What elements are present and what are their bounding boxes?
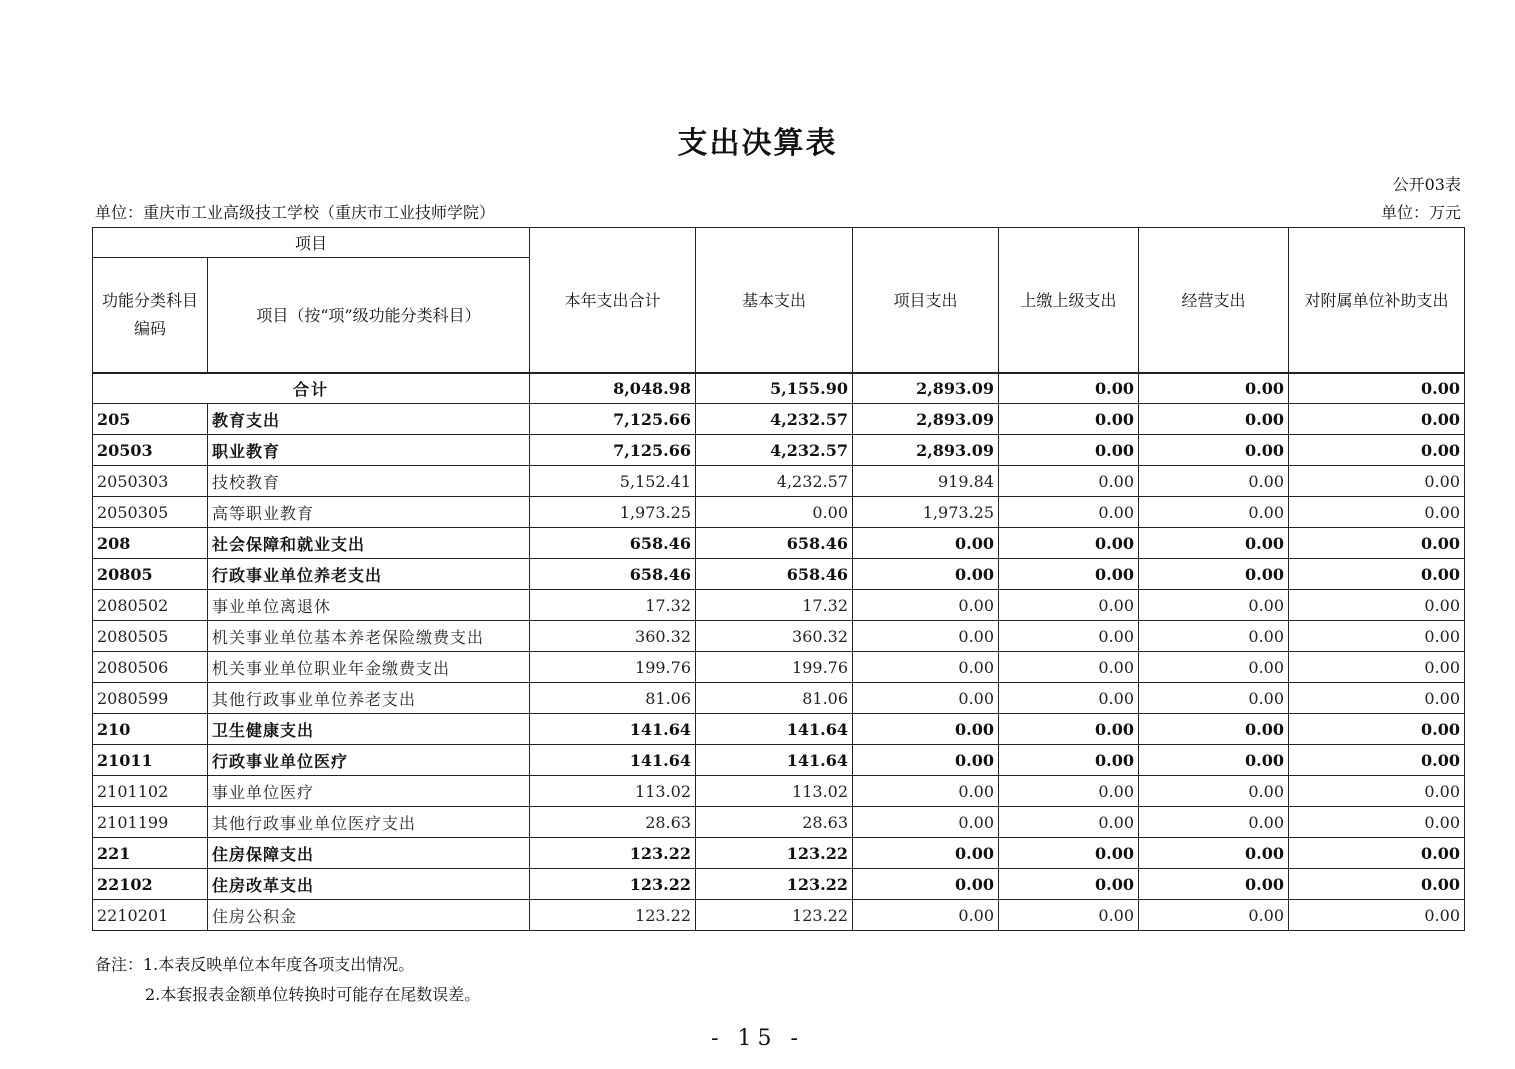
subsidy-cell: 0.00 <box>1289 900 1465 931</box>
notes <box>95 950 480 1010</box>
basic-cell: 81.06 <box>696 683 853 714</box>
basic-cell: 0.00 <box>696 497 853 528</box>
total-cell: 113.02 <box>530 776 696 807</box>
table-row <box>93 590 1465 621</box>
operating-cell: 0.00 <box>1139 807 1289 838</box>
name-cell: 事业单位医疗 <box>208 776 530 807</box>
upper-cell: 0.00 <box>999 683 1139 714</box>
total-cell: 141.64 <box>530 714 696 745</box>
table-row <box>93 714 1465 745</box>
total-cell: 658.46 <box>530 559 696 590</box>
code-cell: 210 <box>93 714 208 745</box>
table-row <box>93 404 1465 435</box>
upper-cell: 0.00 <box>999 652 1139 683</box>
basic-cell: 123.22 <box>696 869 853 900</box>
code-cell: 2210201 <box>93 900 208 931</box>
name-cell: 行政事业单位医疗 <box>208 745 530 776</box>
header-code: 功能分类科目编码 <box>93 258 208 373</box>
basic-cell: 141.64 <box>696 745 853 776</box>
operating-cell: 0.00 <box>1139 869 1289 900</box>
upper-cell: 0.00 <box>999 776 1139 807</box>
form-code: 公开03表 <box>1392 175 1461 194</box>
code-cell: 20805 <box>93 559 208 590</box>
upper-cell: 0.00 <box>999 466 1139 497</box>
subsidy-cell: 0.00 <box>1289 714 1465 745</box>
code-cell: 2080599 <box>93 683 208 714</box>
subsidy-cell: 0.00 <box>1289 497 1465 528</box>
header-upper-payment: 上缴上级支出 <box>999 228 1139 373</box>
total-cell: 81.06 <box>530 683 696 714</box>
total-cell: 123.22 <box>530 900 696 931</box>
name-cell: 住房保障支出 <box>208 838 530 869</box>
subsidy-cell: 0.00 <box>1289 776 1465 807</box>
name-cell: 行政事业单位养老支出 <box>208 559 530 590</box>
project-cell: 0.00 <box>853 683 999 714</box>
header-operating: 经营支出 <box>1139 228 1289 373</box>
upper-cell: 0.00 <box>999 528 1139 559</box>
subsidy-cell: 0.00 <box>1289 745 1465 776</box>
currency-unit: 单位：万元 <box>1380 203 1461 222</box>
project-cell: 0.00 <box>853 652 999 683</box>
table-row <box>93 435 1465 466</box>
basic-cell: 199.76 <box>696 652 853 683</box>
subsidy-cell: 0.00 <box>1289 373 1465 404</box>
basic-cell: 123.22 <box>696 900 853 931</box>
table-row <box>93 528 1465 559</box>
project-cell: 919.84 <box>853 466 999 497</box>
project-cell: 2,893.09 <box>853 404 999 435</box>
operating-cell: 0.00 <box>1139 466 1289 497</box>
project-cell: 0.00 <box>853 714 999 745</box>
operating-cell: 0.00 <box>1139 559 1289 590</box>
code-cell: 2080505 <box>93 621 208 652</box>
subsidy-cell: 0.00 <box>1289 652 1465 683</box>
upper-cell: 0.00 <box>999 745 1139 776</box>
basic-cell: 141.64 <box>696 714 853 745</box>
code-cell: 2050305 <box>93 497 208 528</box>
total-cell: 1,973.25 <box>530 497 696 528</box>
subsidy-cell: 0.00 <box>1289 404 1465 435</box>
table-row <box>93 497 1465 528</box>
name-cell: 住房改革支出 <box>208 869 530 900</box>
operating-cell: 0.00 <box>1139 621 1289 652</box>
header-basic: 基本支出 <box>696 228 853 373</box>
note-1: 备注：1.本表反映单位本年度各项支出情况。 <box>95 955 415 974</box>
operating-cell: 0.00 <box>1139 528 1289 559</box>
upper-cell: 0.00 <box>999 838 1139 869</box>
total-cell: 360.32 <box>530 621 696 652</box>
basic-cell: 4,232.57 <box>696 466 853 497</box>
operating-cell: 0.00 <box>1139 590 1289 621</box>
project-cell: 0.00 <box>853 590 999 621</box>
code-cell: 2080502 <box>93 590 208 621</box>
name-cell: 机关事业单位基本养老保险缴费支出 <box>208 621 530 652</box>
name-cell: 教育支出 <box>208 404 530 435</box>
upper-cell: 0.00 <box>999 435 1139 466</box>
code-cell: 2101199 <box>93 807 208 838</box>
operating-cell: 0.00 <box>1139 435 1289 466</box>
basic-cell: 360.32 <box>696 621 853 652</box>
operating-cell: 0.00 <box>1139 683 1289 714</box>
header-subsidy: 对附属单位补助支出 <box>1289 228 1465 373</box>
upper-cell: 0.00 <box>999 900 1139 931</box>
name-cell: 技校教育 <box>208 466 530 497</box>
total-cell: 658.46 <box>530 528 696 559</box>
upper-cell: 0.00 <box>999 869 1139 900</box>
basic-cell: 5,155.90 <box>696 373 853 404</box>
subsidy-cell: 0.00 <box>1289 435 1465 466</box>
basic-cell: 658.46 <box>696 528 853 559</box>
name-cell: 其他行政事业单位养老支出 <box>208 683 530 714</box>
name-cell: 事业单位离退休 <box>208 590 530 621</box>
project-cell: 0.00 <box>853 807 999 838</box>
subsidy-cell: 0.00 <box>1289 559 1465 590</box>
operating-cell: 0.00 <box>1139 497 1289 528</box>
operating-cell: 0.00 <box>1139 714 1289 745</box>
table-row <box>93 652 1465 683</box>
project-cell: 0.00 <box>853 528 999 559</box>
basic-cell: 28.63 <box>696 807 853 838</box>
upper-cell: 0.00 <box>999 714 1139 745</box>
table-row <box>93 621 1465 652</box>
total-cell: 199.76 <box>530 652 696 683</box>
page-title: 支出决算表 <box>677 126 838 161</box>
subsidy-cell: 0.00 <box>1289 807 1465 838</box>
subsidy-cell: 0.00 <box>1289 621 1465 652</box>
name-cell: 职业教育 <box>208 435 530 466</box>
name-cell: 社会保障和就业支出 <box>208 528 530 559</box>
upper-cell: 0.00 <box>999 807 1139 838</box>
total-cell: 8,048.98 <box>530 373 696 404</box>
code-cell: 208 <box>93 528 208 559</box>
upper-cell: 0.00 <box>999 621 1139 652</box>
total-cell: 123.22 <box>530 869 696 900</box>
table-row <box>93 559 1465 590</box>
total-cell: 7,125.66 <box>530 404 696 435</box>
subsidy-cell: 0.00 <box>1289 869 1465 900</box>
operating-cell: 0.00 <box>1139 652 1289 683</box>
table-row <box>93 900 1465 931</box>
subsidy-cell: 0.00 <box>1289 590 1465 621</box>
subsidy-cell: 0.00 <box>1289 683 1465 714</box>
total-cell: 17.32 <box>530 590 696 621</box>
name-cell: 机关事业单位职业年金缴费支出 <box>208 652 530 683</box>
header-project-expenditure: 项目支出 <box>853 228 999 373</box>
upper-cell: 0.00 <box>999 404 1139 435</box>
project-cell: 2,893.09 <box>853 435 999 466</box>
operating-cell: 0.00 <box>1139 404 1289 435</box>
operating-cell: 0.00 <box>1139 838 1289 869</box>
project-cell: 1,973.25 <box>853 497 999 528</box>
project-cell: 0.00 <box>853 900 999 931</box>
reporting-unit: 单位：重庆市工业高级技工学校（重庆市工业技师学院） <box>95 203 496 222</box>
operating-cell: 0.00 <box>1139 373 1289 404</box>
total-row <box>93 373 1465 404</box>
code-cell: 2080506 <box>93 652 208 683</box>
operating-cell: 0.00 <box>1139 745 1289 776</box>
project-cell: 0.00 <box>853 745 999 776</box>
table-row <box>93 466 1465 497</box>
project-cell: 2,893.09 <box>853 373 999 404</box>
code-cell: 221 <box>93 838 208 869</box>
basic-cell: 123.22 <box>696 838 853 869</box>
basic-cell: 658.46 <box>696 559 853 590</box>
project-cell: 0.00 <box>853 559 999 590</box>
table-row <box>93 745 1465 776</box>
name-cell: 高等职业教育 <box>208 497 530 528</box>
header-project: 项目 <box>93 228 530 258</box>
upper-cell: 0.00 <box>999 497 1139 528</box>
page-number: - 15 - <box>711 1026 804 1051</box>
table-row <box>93 683 1465 714</box>
code-cell: 21011 <box>93 745 208 776</box>
upper-cell: 0.00 <box>999 559 1139 590</box>
table-row <box>93 838 1465 869</box>
table-row <box>93 776 1465 807</box>
total-cell: 7,125.66 <box>530 435 696 466</box>
note-2: 2.本套报表金额单位转换时可能存在尾数误差。 <box>145 985 481 1004</box>
operating-cell: 0.00 <box>1139 900 1289 931</box>
subsidy-cell: 0.00 <box>1289 838 1465 869</box>
code-cell: 22102 <box>93 869 208 900</box>
header-total: 本年支出合计 <box>530 228 696 373</box>
total-cell: 5,152.41 <box>530 466 696 497</box>
table-body <box>93 373 1465 931</box>
upper-cell: 0.00 <box>999 373 1139 404</box>
header-name: 项目（按“项”级功能分类科目） <box>208 258 530 373</box>
total-label: 合计 <box>93 373 530 404</box>
project-cell: 0.00 <box>853 869 999 900</box>
total-cell: 141.64 <box>530 745 696 776</box>
basic-cell: 4,232.57 <box>696 435 853 466</box>
name-cell: 卫生健康支出 <box>208 714 530 745</box>
subsidy-cell: 0.00 <box>1289 466 1465 497</box>
project-cell: 0.00 <box>853 621 999 652</box>
code-cell: 20503 <box>93 435 208 466</box>
expenditure-table <box>92 227 1465 931</box>
code-cell: 205 <box>93 404 208 435</box>
basic-cell: 113.02 <box>696 776 853 807</box>
total-cell: 28.63 <box>530 807 696 838</box>
project-cell: 0.00 <box>853 838 999 869</box>
table-row <box>93 807 1465 838</box>
upper-cell: 0.00 <box>999 590 1139 621</box>
code-cell: 2101102 <box>93 776 208 807</box>
code-cell: 2050303 <box>93 466 208 497</box>
basic-cell: 17.32 <box>696 590 853 621</box>
table-row <box>93 869 1465 900</box>
total-cell: 123.22 <box>530 838 696 869</box>
subsidy-cell: 0.00 <box>1289 528 1465 559</box>
basic-cell: 4,232.57 <box>696 404 853 435</box>
name-cell: 其他行政事业单位医疗支出 <box>208 807 530 838</box>
project-cell: 0.00 <box>853 776 999 807</box>
operating-cell: 0.00 <box>1139 776 1289 807</box>
name-cell: 住房公积金 <box>208 900 530 931</box>
